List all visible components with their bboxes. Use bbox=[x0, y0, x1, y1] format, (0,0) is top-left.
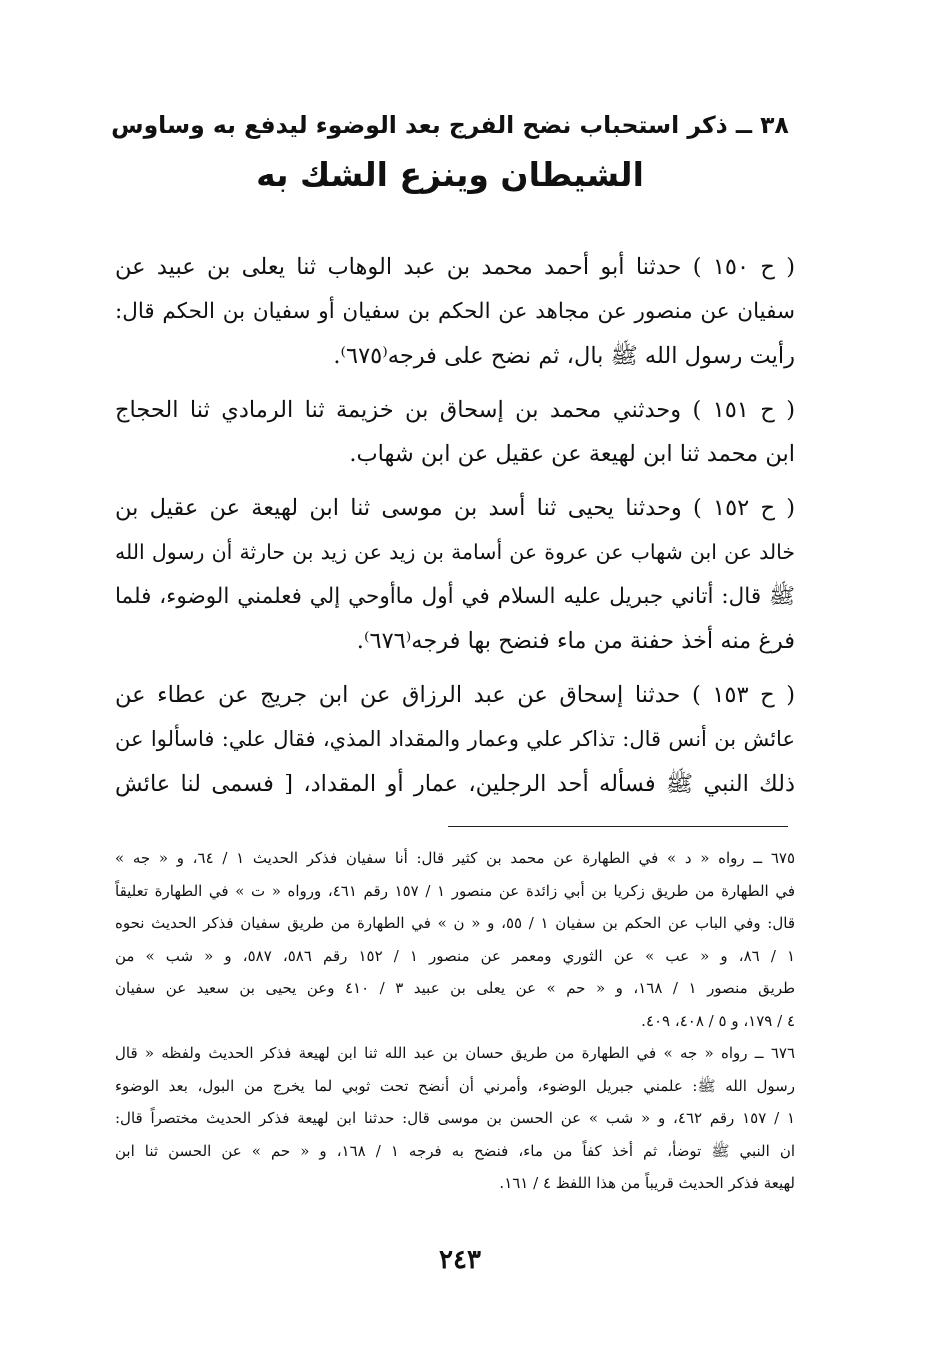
hadith-151 bbox=[115, 388, 795, 477]
chapter-heading-line-2: الشيطان وينزع الشك به bbox=[256, 155, 644, 194]
hadith-150 bbox=[115, 245, 795, 379]
page-number: ٢٤٣ bbox=[439, 1245, 481, 1275]
text-line: ( ح ١٥٢ ) وحدثنا يحيى ثنا أسد بن موسى ثنا ابن لهيعة عن عقيل بن bbox=[115, 494, 795, 521]
hadith-152 bbox=[115, 486, 795, 664]
footnote-line: لهيعة فذكر الحديث قريباً من هذا اللفظ ٤ / ١٦١. bbox=[499, 1174, 795, 1192]
text-line: ابن محمد ثنا ابن لهيعة عن عقيل عن ابن شهاب. bbox=[349, 441, 795, 467]
hadith-153 bbox=[115, 673, 795, 807]
text-line: عائش بن أنس قال: تذاكر علي وعمار والمقداد المذي، فقال علي: فاسألوا عن bbox=[115, 727, 795, 751]
footnote-line: طريق منصور ١ / ١٦٨، و « حم » عن يعلى بن عبيد ٣ / ٤١٠ وعن يحيى بن سعيد عن سفيان bbox=[115, 979, 796, 997]
footnotes bbox=[115, 842, 795, 1200]
chapter-heading bbox=[110, 100, 790, 200]
footnote-676 bbox=[115, 1037, 795, 1200]
chapter-heading-line-1: ٣٨ ــ ذكر استحباب نضح الفرج بعد الوضوء ليدفع به وساوس bbox=[111, 111, 789, 139]
hadith-text bbox=[115, 245, 795, 815]
footnote-675 bbox=[115, 842, 795, 1037]
text-line: ذلك النبي ﷺ فسأله أحد الرجلين، عمار أو المقداد، [ فسمى لنا عائش bbox=[115, 770, 795, 797]
footnote-line: ٦٧٦ ــ رواه « جه » في الطهارة من طريق حسان بن عبد الله ثنا ابن لهيعة فذكر الحديث ولفظه « قال bbox=[115, 1044, 795, 1062]
footnote-line: في الطهارة من طريق زكريا بن أبي زائدة عن منصور ١ / ١٥٧ رقم ٤٦١، ورواه « ت » في الطهارة تعليقاً bbox=[115, 881, 795, 900]
footnote-line: ٦٧٥ ــ رواه « د » في الطهارة عن محمد بن كثير قال: أنا سفيان فذكر الحديث ١ / ٦٤، و « جه » bbox=[115, 849, 795, 867]
footnote-line: ان النبي ﷺ توضأ، ثم أخذ كفاً من ماء، فنضح به فرجه ١ / ١٦٨، و « حم » عن الحسن ثنا ابن bbox=[115, 1141, 795, 1160]
footnote-line: ١ / ٨٦، و « عب » عن الثوري ومعمر عن منصور ١ / ١٥٢ رقم ٥٨٦، ٥٨٧، و « شب » من bbox=[115, 946, 796, 965]
text-line: ( ح ١٥٣ ) حدثنا إسحاق عن عبد الرزاق عن ابن جريج عن عطاء عن bbox=[115, 681, 795, 708]
text-line: ( ح ١٥٠ ) حدثنا أبو أحمد محمد بن عبد الوهاب ثنا يعلى بن عبيد عن bbox=[115, 254, 795, 280]
text-line: خالد عن ابن شهاب عن عروة عن أسامة بن زيد عن زيد بن حارثة أن رسول الله bbox=[115, 540, 795, 564]
text-line: ﷺ قال: أتاني جبريل عليه السلام في أول ماأوحي إلي فعلمني الوضوء، فلما bbox=[115, 583, 795, 609]
footnote-line: قال: وفي الباب عن الحكم بن سفيان ١ / ٥٥، و « ن » في الطهارة من طريق سفيان فذكر الحديث نحوه bbox=[115, 914, 795, 932]
text-line: ( ح ١٥١ ) وحدثني محمد بن إسحاق بن خزيمة ثنا الرمادي ثنا الحجاج bbox=[115, 396, 795, 423]
footnote-divider bbox=[448, 826, 788, 827]
text-line: سفيان عن منصور عن مجاهد عن الحكم بن سفيان أو سفيان بن الحكم قال: bbox=[115, 298, 795, 324]
footnote-line: رسول الله ﷺ: علمني جبريل الوضوء، وأمرني أن أنضح تحت ثوبي لما يخرج من البول، بعد الوضوء bbox=[115, 1076, 795, 1095]
footnote-line: ١ / ١٥٧ رقم ٤٦٢، و « شب » عن الحسن بن موسى قال: حدثنا ابن لهيعة فذكر الحديث مختصراً قال: bbox=[115, 1109, 795, 1127]
text-line: فرغ منه أخذ حفنة من ماء فنضح بها فرجه⁽٦٧٦⁾. bbox=[356, 628, 795, 654]
text-line: رأيت رسول الله ﷺ بال، ثم نضح على فرجه⁽٦٧٥⁾. bbox=[333, 343, 795, 369]
footnote-line: ٤ / ١٧٩، و ٥ / ٤٠٨، ٤٠٩. bbox=[641, 1011, 795, 1030]
